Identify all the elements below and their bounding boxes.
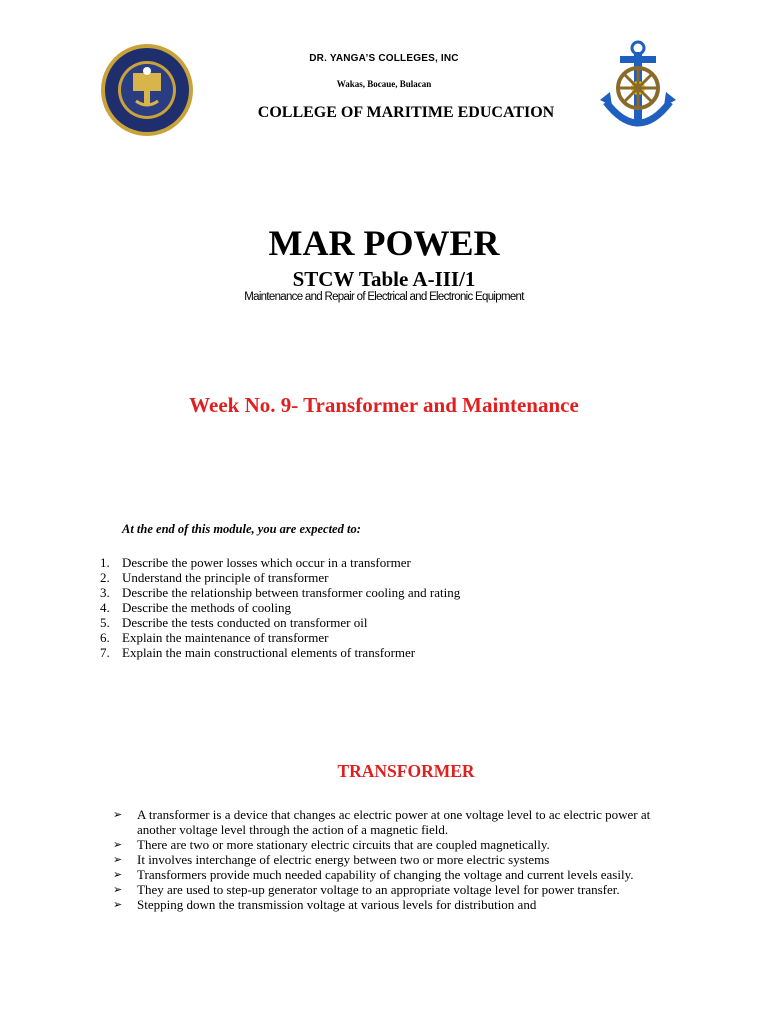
course-subtitle: STCW Table A-III/1 [292,267,476,291]
week-heading: Week No. 9- Transformer and Maintenance [189,393,579,417]
arrow-bullet-icon: ➢ [113,853,123,866]
institution-name: DR. YANGA’S COLLEGES, INC [309,53,459,64]
bullet-text: Stepping down the transmission voltage at various levels for distribution and [137,897,537,912]
item-text: Describe the power losses which occur in a transformer [122,555,411,570]
item-text: Describe the methods of cooling [122,600,291,615]
list-item [113,807,683,837]
item-number: 2. [100,570,110,585]
list-item [100,585,460,600]
list-item [113,852,683,867]
item-text: Explain the maintenance of transformer [122,630,329,645]
list-item [113,867,683,882]
item-text: Understand the principle of transformer [122,570,329,585]
arrow-bullet-icon: ➢ [113,883,123,896]
list-item [100,555,460,570]
item-number: 4. [100,600,110,615]
item-number: 7. [100,645,110,660]
list-item [100,570,460,585]
item-number: 6. [100,630,110,645]
objectives-intro: At the end of this module, you are expected to: [122,522,361,536]
item-number: 1. [100,555,110,570]
course-caption: Maintenance and Repair of Electrical and Electronic Equipment [244,291,524,303]
list-item [100,600,460,615]
bullet-text: It involves interchange of electric energy between two or more electric systems [137,852,550,867]
arrow-bullet-icon: ➢ [113,838,123,851]
arrow-bullet-icon: ➢ [113,898,123,911]
institution-address: Wakas, Bocaue, Bulacan [336,79,432,89]
list-item [100,615,460,630]
department-name: COLLEGE OF MARITIME EDUCATION [257,104,555,121]
arrow-bullet-icon: ➢ [113,868,123,881]
transformer-bullet-list [113,807,683,912]
section-heading: TRANSFORMER [337,761,475,781]
bullet-text: A transformer is a device that changes ac electric power at one voltage level to ac electric power at another voltage level through the action of a magnetic field. [137,807,651,837]
objectives-list [100,555,460,660]
bullet-text: They are used to step-up generator voltage to an appropriate voltage level for power transfer. [137,882,620,897]
list-item [100,645,460,660]
item-number: 3. [100,585,110,600]
list-item [113,897,683,912]
item-text: Describe the relationship between transformer cooling and rating [122,585,461,600]
arrow-bullet-icon: ➢ [113,808,123,821]
list-item [100,630,460,645]
list-item [113,837,683,852]
item-text: Explain the main constructional elements of transformer [122,645,416,660]
bullet-text: There are two or more stationary electric circuits that are coupled magnetically. [137,837,550,852]
course-title: MAR POWER [268,223,500,263]
item-number: 5. [100,615,110,630]
item-text: Describe the tests conducted on transformer oil [122,615,368,630]
bullet-text: Transformers provide much needed capability of changing the voltage and current levels easily. [137,867,634,882]
list-item [113,882,683,897]
